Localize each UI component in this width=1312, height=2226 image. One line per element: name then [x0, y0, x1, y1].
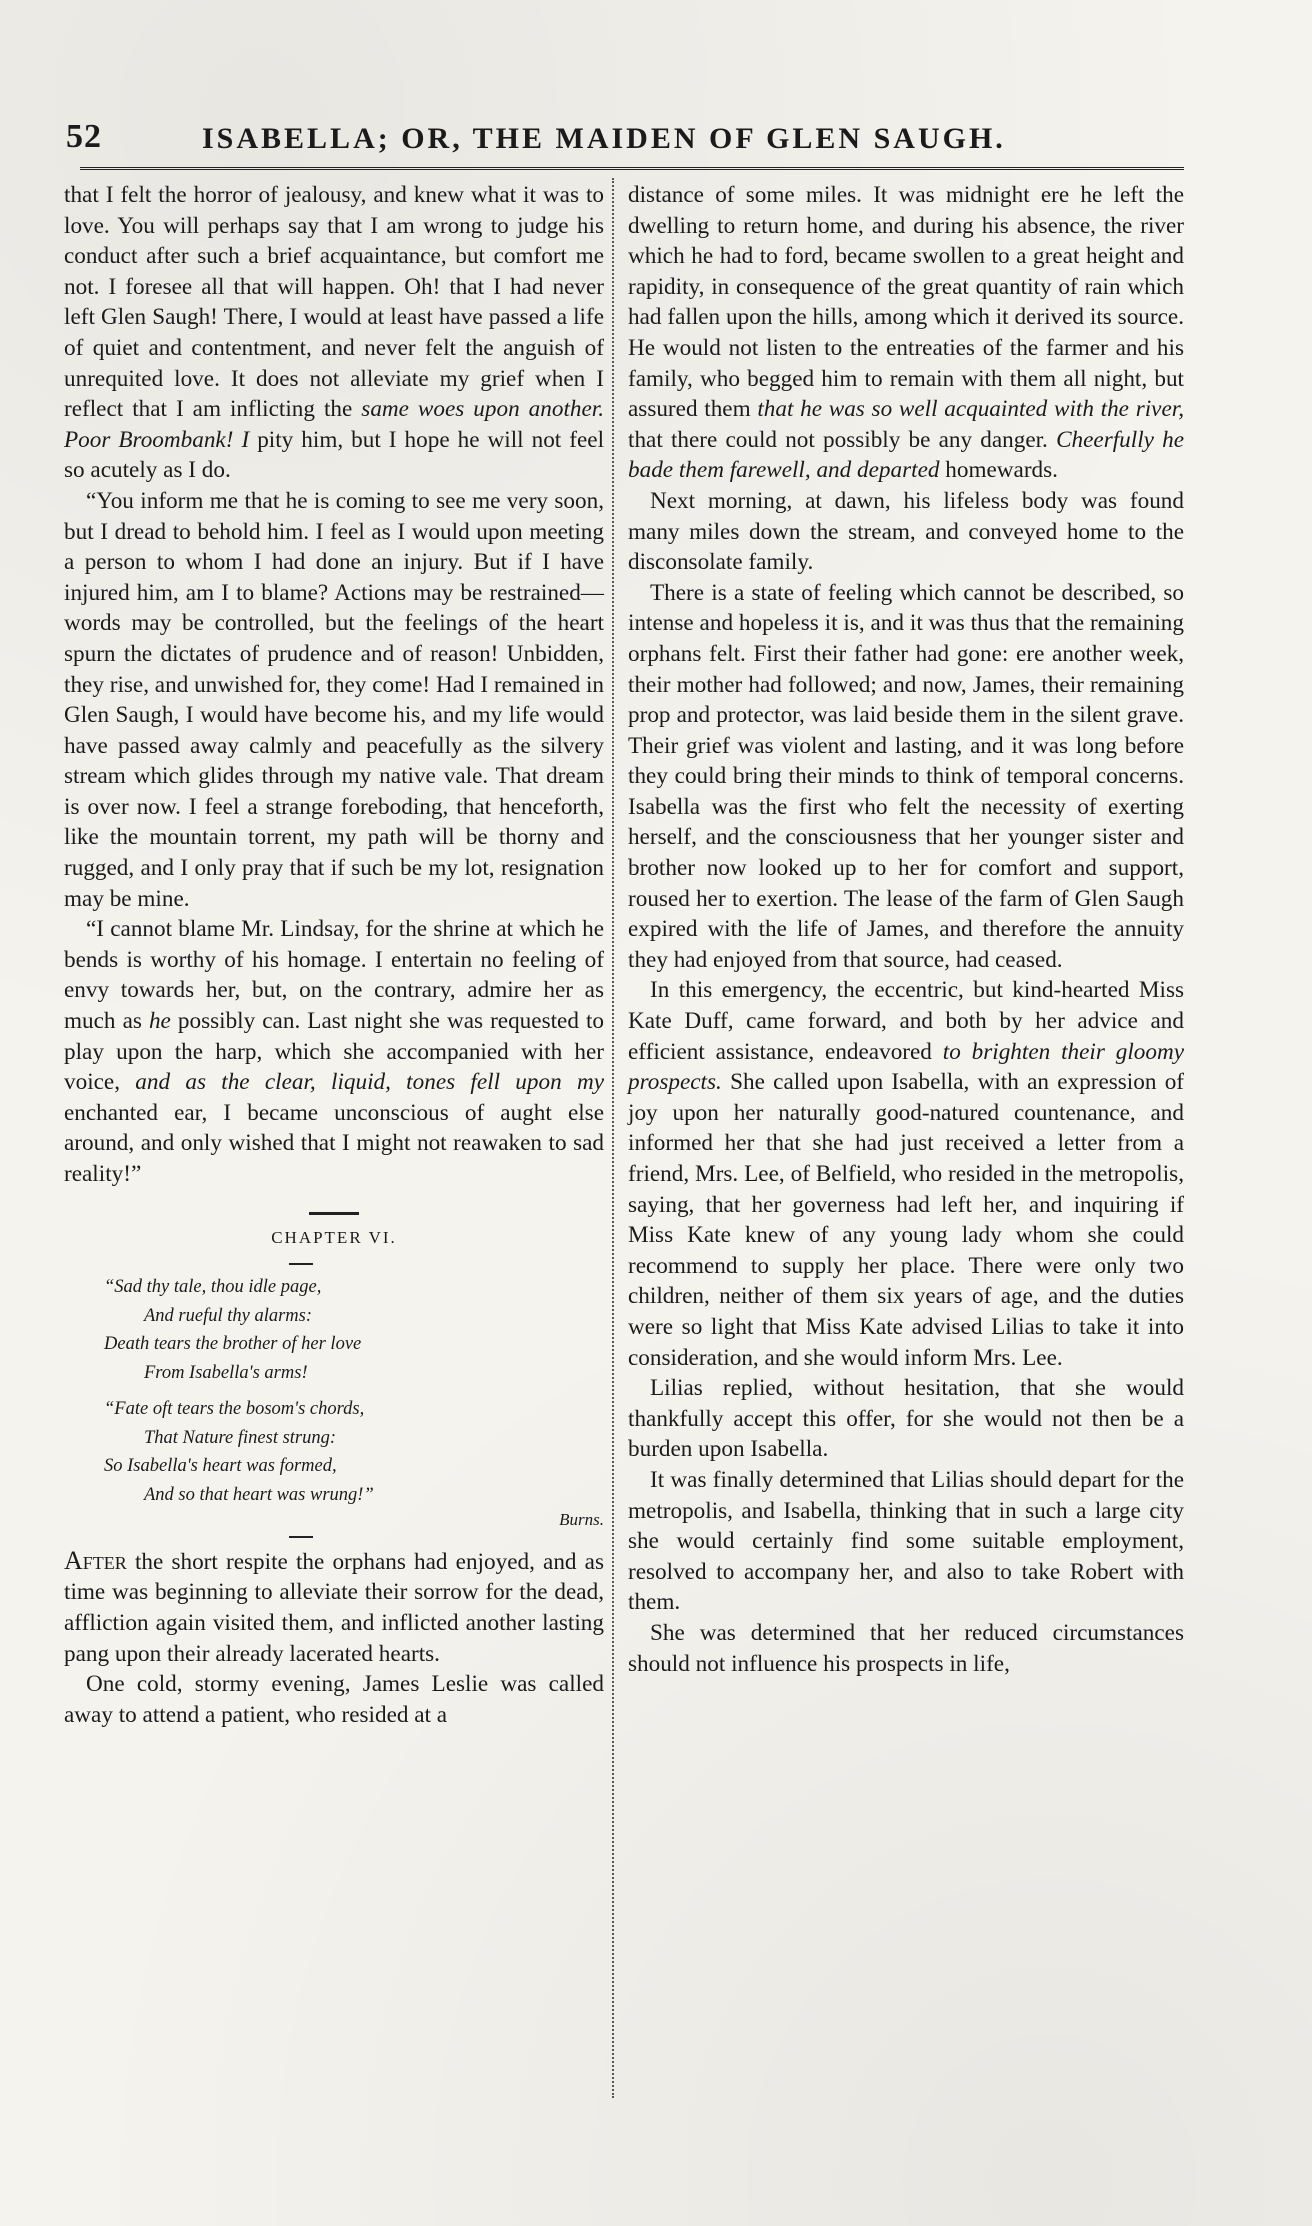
paragraph: She was determined that her reduced circumstances should not influence his prospects in life, — [628, 1619, 1184, 1677]
paragraph: that I felt the horror of jealousy, and knew what it was to love. You will perhaps say that I am wrong to judge his conduct after such a brief acquaintance, but comfort me not. I foresee all that will happen. Oh! that I had never left Glen Saugh! There, I would at least have passed a life of quiet and contentment, and never felt the anguish of unrequited love. It does not alleviate my grief when I reflect that I am inflicting the same woes upon another. Poor Broombank! I pity him, but I hope he will not feel so acutely as I do. — [64, 182, 605, 484]
paragraph: There is a state of feeling which cannot be described, so intense and hopeless it is, and it was thus that the remaining orphans felt. First their father had gone: ere another week, their mother had followed; and now, James, their remaining prop and protector, was laid beside them in the silent grave. Their grief was violent and lasting, and it was long before they could bring their minds to think of temporal concerns. Isabella was the first who felt the necessity of exerting herself, and the consciousness that her younger sister and brother now looked up to her for comfort and support, roused her to exertion. The lease of the farm of Glen Saugh expired with the life of James, and therefore the annuity they had enjoyed from that source, had ceased. — [628, 579, 1184, 973]
right-column — [628, 180, 1184, 1679]
paragraph: One cold, stormy evening, James Leslie was called away to attend a patient, who resided at a — [64, 1671, 604, 1728]
paragraph: distance of some miles. It was midnight ere he left the dwelling to return home, and during his absence, the river which he had to ford, became swollen to a great height and rapidity, in consequence of the great quantity of rain which had fallen upon the hills, among which it derived its source. He would not listen to the entreaties of the farmer and his family, who begged him to remain with them all night, but assured them that he was so well acquainted with the river, that there could not possibly be any danger. Cheerfully he bade them farewell, and departed homewards. — [628, 182, 1185, 484]
poem-line: “Sad thy tale, thou idle page, — [104, 1277, 322, 1298]
chapter-divider — [289, 1263, 313, 1265]
chapter-heading: CHAPTER VI. — [271, 1227, 397, 1247]
poem-attribution: Burns. — [559, 1510, 604, 1530]
column-divider — [612, 178, 614, 2098]
left-column — [64, 180, 604, 1730]
paragraph: Next morning, at dawn, his lifeless body was found many miles down the stream, and conveyed home to the disconsolate family. — [628, 487, 1184, 576]
poem-line: So Isabella's heart was formed, — [104, 1456, 337, 1477]
running-title: ISABELLA; OR, THE MAIDEN OF GLEN SAUGH. — [202, 122, 1006, 155]
poem-line: “Fate oft tears the bosom's chords, — [104, 1399, 365, 1420]
paragraph: It was finally determined that Lilias should depart for the metropolis, and Isabella, thinking that in such a large city she would certainly find some suitable employment, resolved to accompany her, and also to take Robert with them. — [628, 1466, 1184, 1616]
paragraph: “You inform me that he is coming to see me very soon, but I dread to behold him. I feel as I would upon meeting a person to whom I had done an injury. But if I have injured him, am I to blame? Actions may be restrained—words may be controlled, but the feelings of the heart spurn the dictates of prudence and of reason! Unbidden, they rise, and unwished for, they come! Had I remained in Glen Saugh, I would have become his, and my life would have passed away calmly and peacefully as the silvery stream which glides through my native vale. That dream is over now. I feel a strange foreboding, that henceforth, like the mountain torrent, my path will be thorny and rugged, and I only pray that if such be my lot, resignation may be mine. — [64, 487, 604, 912]
paragraph: “I cannot blame Mr. Lindsay, for the shrine at which he bends is worthy of his homage. I entertain no feeling of envy towards her, but, on the contrary, admire her as much as he possibly can. Last night she was requested to play upon the harp, which she accompanied with her voice, and as the clear, liquid, tones fell upon my enchanted ear, I became unconscious of aught else around, and only wished that I might not reawaken to sad reality!” — [64, 916, 605, 1187]
poem-line: Death tears the brother of her love — [104, 1334, 362, 1355]
paragraph: Lilias replied, without hesitation, that she would thankfully accept this offer, for she would not then be a burden upon Isabella. — [628, 1375, 1184, 1463]
page-number: 52 — [66, 118, 102, 155]
poem-line: And so that heart was wrung!” — [144, 1484, 374, 1505]
poem-line: From Isabella's arms! — [144, 1362, 308, 1383]
page-header — [66, 108, 1184, 156]
epigraph-poem — [104, 1273, 604, 1509]
chapter-divider — [289, 1536, 313, 1538]
paragraph: In this emergency, the eccentric, but kind-hearted Miss Kate Duff, came forward, and both by her advice and efficient assistance, endeavored to brighten their gloomy prospects. She called upon Isabella, with an expression of joy upon her naturally good-natured countenance, and informed her that she had just received a letter from a friend, Mrs. Lee, of Belfield, who resided in the metropolis, saying, that her governess had left her, and inquiring if Miss Kate knew of any young lady whom she could recommend to supply her place. There were only two children, neither of them six years of age, and the duties were so light that Miss Kate advised Lilias to take it into consideration, and she would inform Mrs. Lee. — [628, 977, 1185, 1371]
paragraph: After the short respite the orphans had enjoyed, and as time was beginning to alleviate their sorrow for the dead, affliction again visited them, and inflicted another lasting pang upon their already lacerated hearts. — [64, 1545, 604, 1667]
header-rule — [80, 167, 1184, 170]
poem-line: That Nature finest strung: — [144, 1427, 337, 1448]
section-divider — [309, 1212, 359, 1215]
poem-line: And rueful thy alarms: — [144, 1305, 313, 1326]
